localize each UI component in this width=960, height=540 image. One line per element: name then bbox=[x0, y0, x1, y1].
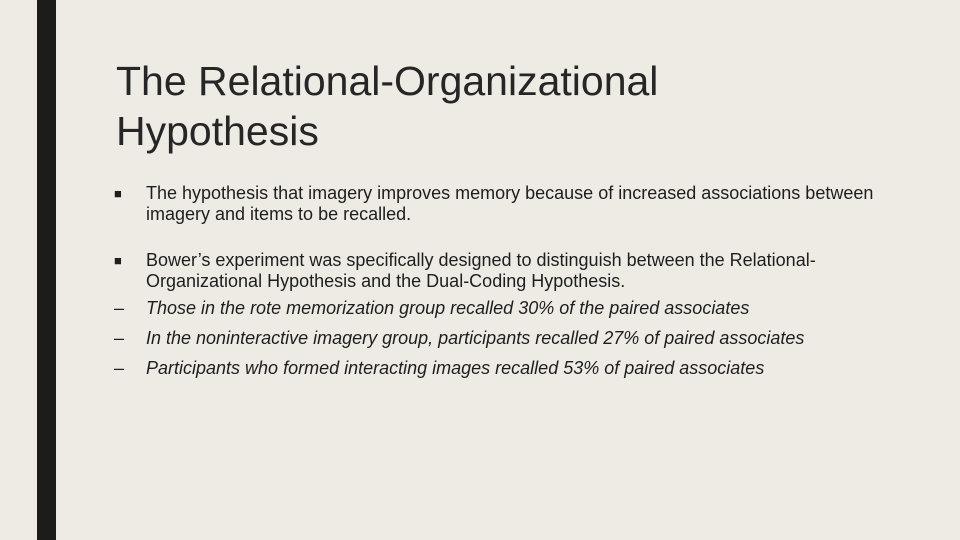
accent-bar bbox=[37, 0, 56, 540]
dash-bullet-icon: – bbox=[114, 328, 125, 348]
slide-title-line-1: The Relational-Organizational bbox=[116, 58, 659, 104]
bullet-item bbox=[114, 183, 894, 225]
bullet-text: Bower’s experiment was specifically designed to distinguish between the Relational-Organizational Hypothesis and the Dual-Coding Hypothesis. bbox=[146, 250, 816, 291]
slide-title bbox=[116, 56, 876, 156]
sub-bullet-text: Participants who formed interacting images recalled 53% of paired associates bbox=[146, 358, 765, 378]
dash-bullet-icon: – bbox=[114, 298, 125, 318]
bullet-list bbox=[114, 183, 894, 379]
bullet-item bbox=[114, 250, 894, 292]
sub-bullet-item bbox=[114, 298, 894, 319]
sub-bullet-item bbox=[114, 328, 894, 349]
bullet-text: The hypothesis that imagery improves memory because of increased associations between imagery and items to be recalled. bbox=[146, 183, 874, 224]
square-bullet-icon: ■ bbox=[114, 186, 122, 201]
square-bullet-icon: ■ bbox=[114, 253, 122, 268]
slide-title-line-2: Hypothesis bbox=[116, 108, 319, 154]
dash-bullet-icon: – bbox=[114, 358, 125, 378]
sub-bullet-item bbox=[114, 358, 894, 379]
sub-bullet-text: In the noninteractive imagery group, participants recalled 27% of paired associates bbox=[146, 328, 805, 348]
sub-bullet-text: Those in the rote memorization group recalled 30% of the paired associates bbox=[146, 298, 750, 318]
